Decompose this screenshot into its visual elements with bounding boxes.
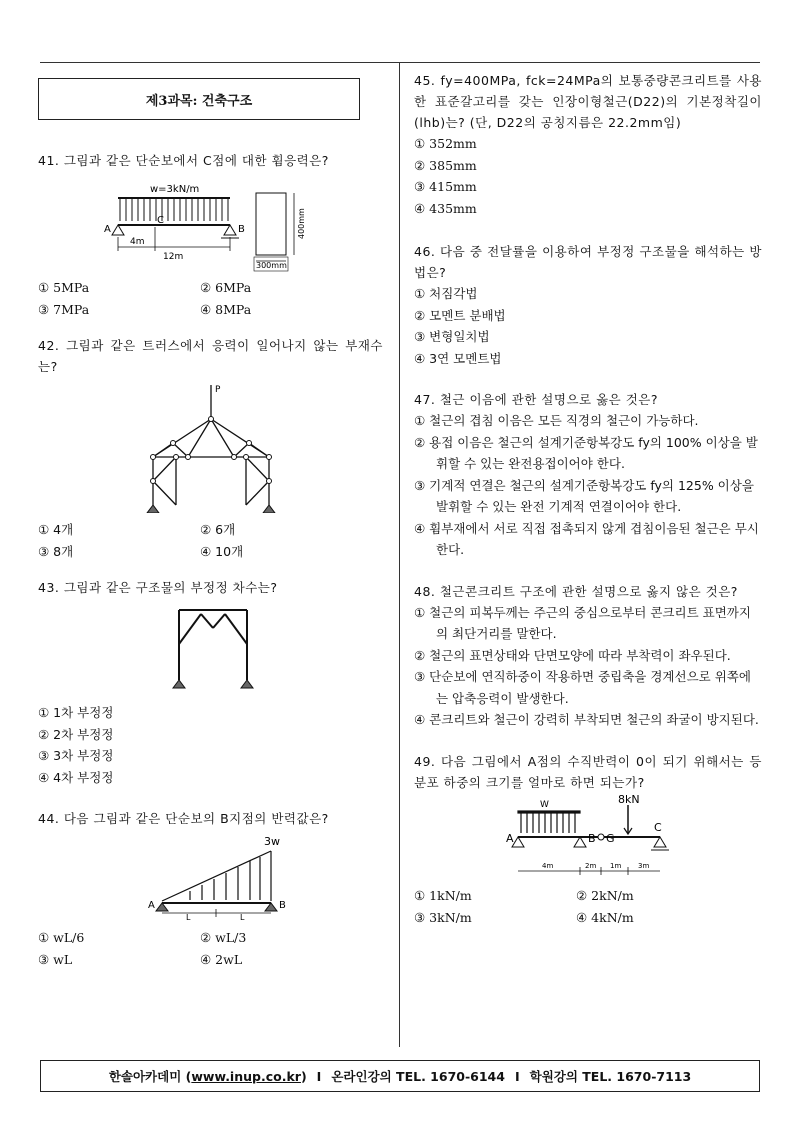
option[interactable]: ② 6MPa: [200, 280, 252, 295]
question-48-text: 48. 철근콘크리트 구조에 관한 설명으로 옳지 않은 것은?: [414, 583, 738, 599]
option[interactable]: ④ 휨부재에서 서로 직접 접촉되지 않게 겹침이음된 철근은 무시한다.: [414, 520, 759, 557]
option[interactable]: ① 처짐각법: [414, 286, 478, 301]
question-47: [414, 389, 762, 561]
q44-length-1: L: [186, 913, 191, 922]
question-49-text: 49. 다음 그림에서 A점의 수직반력이 0이 되기 위해서는 등분포 하중의 크기를 얼마로 하면 되는가?: [414, 753, 762, 790]
q41-label-a: A: [104, 224, 111, 235]
question-41: [38, 150, 383, 321]
option[interactable]: ① 4개: [38, 522, 74, 537]
option[interactable]: ④ 4kN/m: [576, 909, 634, 925]
question-44-options: [38, 927, 383, 971]
question-46-options: [414, 283, 762, 369]
q41-height: 400mm: [297, 208, 306, 239]
footer-bar: 한솔아카데미 ( www.inup.co.kr ) I 온라인강의 TEL. 1670-6144 I 학원강의 TEL. 1670-7113: [40, 1060, 760, 1092]
q41-label-b: B: [238, 224, 245, 235]
q49-dist-4: 3m: [638, 861, 650, 870]
footer-url-link[interactable]: www.inup.co.kr: [191, 1068, 301, 1084]
question-41-text: 41. 그림과 같은 단순보에서 C점에 대한 휨응력은?: [38, 153, 329, 168]
q49-load-label: W: [540, 799, 549, 810]
option[interactable]: ④ 3연 모멘트법: [414, 350, 502, 366]
option[interactable]: ① 1kN/m: [414, 887, 472, 903]
option[interactable]: ④ 8MPa: [200, 302, 252, 317]
question-45-text: 45. fy=400MPa, fck=24MPa의 보통중량콘크리트를 사용한 표준갈고리를 갖는 인장이형철근(D22)의 기본정착길이(lhb)는? (단, D22의 공칭지름은 22.2mm임): [414, 73, 762, 130]
q49-dist-1: 4m: [542, 861, 554, 870]
left-column: [38, 70, 383, 971]
option[interactable]: ② 용접 이음은 철근의 설계기준항복강도 fy의 100% 이상을 발휘할 수 있는 완전용접이어야 한다.: [414, 434, 758, 471]
q44-figure: [38, 833, 383, 923]
question-44-text: 44. 다음 그림과 같은 단순보의 B지점의 반력값은?: [38, 811, 329, 826]
q49-label-a: A: [506, 831, 514, 845]
q41-width: 300mm: [256, 261, 287, 270]
option[interactable]: ③ 기계적 연결은 철근의 설계기준항복강도 fy의 125% 이상을 발휘할 수 있는 완전 기계적 연결이어야 한다.: [414, 477, 754, 514]
option[interactable]: ④ 4차 부정정: [38, 769, 114, 785]
q42-truss-figure: [38, 383, 383, 513]
question-46-text: 46. 다음 중 전달률을 이용하여 부정정 구조물을 해석하는 방법은?: [414, 244, 762, 280]
question-47-text: 47. 철근 이음에 관한 설명으로 옳은 것은?: [414, 392, 658, 407]
question-46: [414, 241, 762, 369]
option[interactable]: ① 1차 부정정: [38, 705, 114, 720]
option[interactable]: ② 385mm: [414, 157, 477, 173]
section-title: 제3과목: 건축구조: [38, 78, 360, 120]
option[interactable]: ③ 415mm: [414, 179, 477, 194]
option[interactable]: ② 2kN/m: [576, 887, 634, 903]
question-41-options: [38, 277, 383, 321]
question-48: [414, 581, 762, 731]
option[interactable]: ① 철근의 피복두께는 주근의 중심으로부터 콘크리트 표면까지의 최단거리를 말한다.: [414, 604, 751, 641]
q49-dist-3: 1m: [610, 861, 622, 870]
option[interactable]: ③ 3kN/m: [414, 909, 472, 925]
right-column: [414, 70, 762, 929]
q41-label-c: C: [157, 215, 164, 226]
question-49: [414, 751, 762, 929]
option[interactable]: ③ 3차 부정정: [38, 748, 114, 763]
footer-offline-tel: 학원강의 TEL. 1670-7113: [529, 1069, 692, 1084]
q44-load-label: 3w: [264, 835, 280, 848]
option[interactable]: ① 철근의 겹침 이음은 모든 직경의 철근이 가능하다.: [414, 413, 699, 428]
question-44: [38, 808, 383, 971]
q49-label-b: B: [588, 831, 596, 845]
option[interactable]: ④ 콘크리트와 철근이 강력히 부착되면 철근의 좌굴이 방지된다.: [414, 712, 759, 727]
question-42-options: [38, 519, 383, 563]
question-43-text: 43. 그림과 같은 구조물의 부정정 차수는?: [38, 580, 278, 595]
q49-label-c: C: [654, 820, 662, 834]
q41-dist-ac: 4m: [130, 237, 145, 247]
option[interactable]: ④ 2wL: [200, 952, 243, 967]
question-49-options: [414, 885, 762, 929]
q42-load-label: P: [215, 385, 221, 395]
q41-load-label: w=3kN/m: [150, 184, 200, 195]
q44-length-2: L: [240, 913, 245, 922]
option[interactable]: ① wL/6: [38, 930, 85, 945]
option[interactable]: ① 352mm: [414, 136, 477, 151]
question-45-options: [414, 133, 762, 219]
q49-dist-2: 2m: [585, 861, 597, 870]
top-rule: [40, 62, 760, 63]
option[interactable]: ④ 10개: [200, 544, 244, 559]
q44-label-b: B: [279, 900, 286, 911]
q41-section: [254, 193, 294, 271]
option[interactable]: ③ 단순보에 연직하중이 작용하면 중립축을 경계선으로 위쪽에는 압축응력이 발생한다.: [414, 669, 751, 706]
question-43-options: [38, 702, 383, 788]
option[interactable]: ② wL/3: [200, 930, 247, 945]
q44-label-a: A: [148, 900, 155, 911]
footer-online-tel: 온라인강의 TEL. 1670-6144: [331, 1069, 505, 1084]
option[interactable]: ② 6개: [200, 522, 236, 537]
option[interactable]: ④ 435mm: [414, 200, 477, 216]
q43-frame-figure: [38, 604, 383, 694]
footer-separator: I: [514, 1068, 520, 1084]
q49-figure: [414, 795, 762, 885]
footer-academy: 한솔아카데미: [108, 1069, 182, 1084]
option[interactable]: ③ 7MPa: [38, 302, 90, 317]
footer-separator: I: [316, 1068, 322, 1084]
option[interactable]: ③ 변형일치법: [414, 329, 490, 344]
option[interactable]: ② 철근의 표면상태와 단면모양에 따라 부착력이 좌우된다.: [414, 647, 731, 663]
question-43: [38, 577, 383, 788]
q49-point-load: 8kN: [618, 794, 640, 806]
column-divider: [399, 62, 400, 1047]
question-42-text: 42. 그림과 같은 트러스에서 응력이 일어나지 않는 부재수는?: [38, 338, 383, 374]
option[interactable]: ② 2차 부정정: [38, 726, 114, 742]
question-45: [414, 70, 762, 219]
q49-label-g: G: [606, 831, 615, 845]
q41-figure: [38, 177, 383, 277]
question-42: [38, 335, 383, 563]
question-47-options: [414, 410, 762, 561]
option[interactable]: ② 모멘트 분배법: [414, 307, 506, 323]
option[interactable]: ① 5MPa: [38, 280, 90, 295]
question-48-options: [414, 602, 762, 731]
option[interactable]: ③ wL: [38, 952, 73, 967]
q41-span: 12m: [163, 252, 184, 262]
option[interactable]: ③ 8개: [38, 544, 74, 559]
